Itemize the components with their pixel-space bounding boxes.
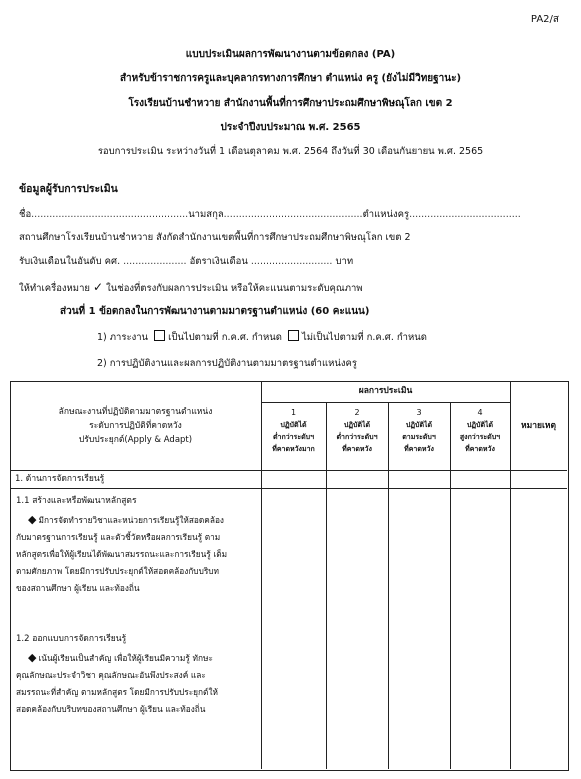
school-agency-line: โรงเรียนบ้านชำหวาย สำนักงานพื้นที่การศึกษาประถมศึกษาพิษณุโลก เขต 2: [128, 98, 453, 109]
level-line: ต่ำกว่าระดับฯ: [336, 433, 378, 441]
level-line: ที่คาดหวัง: [404, 445, 434, 453]
level-number: 3: [416, 408, 422, 417]
level-number: 2: [354, 408, 360, 417]
level-line: ปฏิบัติได้: [405, 421, 433, 429]
table-divider: [510, 381, 511, 769]
name-row: [19, 207, 521, 222]
salary-rate-label: อัตราเงินเดือน: [189, 256, 248, 267]
school-line: สถานศึกษาโรงเรียนบ้านชำหวาย สังกัดสำนักงานเขตพื้นที่การศึกษาประถมศึกษาพิษณุโลก เขต 2: [19, 232, 411, 243]
level-number: 1: [290, 408, 297, 417]
level-line: ที่คาดหวัง: [465, 445, 495, 453]
section-title: 1. ด้านการจัดการเรียนรู้: [15, 474, 105, 484]
level-3-header: [388, 407, 450, 455]
description-line: หลักสูตรเพื่อให้ผู้เรียนได้พัฒนาสมรรถนะและการเรียนรู้ เต็ม: [16, 549, 228, 559]
description-line: ของสถานศึกษา ผู้เรียน และท้องถิ่น: [16, 583, 140, 593]
table-divider: [326, 402, 327, 769]
part1-heading: ส่วนที่ 1 ข้อตกลงในการพัฒนางานตามมาตรฐานตำแหน่ง (60 คะแนน): [60, 306, 370, 317]
form-subtitle: สำหรับข้าราชการครูและบุคลากรทางการศึกษา ตำแหน่ง ครู (ยังไม่มีวิทยฐานะ): [119, 73, 462, 84]
level-line: ปฏิบัติได้: [280, 421, 307, 429]
remark-header: หมายเหตุ: [521, 421, 556, 431]
salary-rank-label: รับเงินเดือนในอันดับ คศ.: [19, 256, 121, 267]
name-field[interactable]: ....................................................: [31, 209, 189, 220]
result-header: ผลการประเมิน: [358, 386, 413, 396]
evaluation-table: [10, 381, 569, 771]
check-mark-icon: ✓: [93, 280, 104, 294]
level-line: ปฏิบัติได้: [466, 421, 494, 429]
fiscal-year-line: ประจำปีงบประมาณ พ.ศ. 2565: [220, 122, 361, 133]
criteria-header-line: ปรับประยุกต์(Apply & Adapt): [78, 435, 193, 445]
position-label: ตำแหน่งครู: [362, 209, 410, 220]
table-divider: [261, 402, 510, 403]
position-field[interactable]: .....................................: [409, 209, 521, 220]
level-1-header: [261, 407, 326, 455]
level-line: ที่คาดหวัง: [342, 445, 372, 453]
level-line: ที่คาดหวังมาก: [272, 445, 315, 453]
workload-option-compliant: เป็นไปตามที่ ก.ค.ศ. กำหนด: [168, 332, 282, 343]
salary-rate-field[interactable]: ...........................: [247, 256, 336, 267]
surname-field[interactable]: ..............................................: [223, 209, 363, 220]
instruction-line: [19, 280, 363, 296]
instruction-after: ในช่องที่ตรงกับผลการประเมิน หรือให้คะแนนตามระดับคุณภาพ: [106, 283, 363, 294]
description-line: สอดคล้องกับบริบทของสถานศึกษา ผู้เรียน และท้องถิ่น: [16, 704, 206, 714]
description-line: คุณลักษณะประจำวิชา คุณลักษณะอันพึงประสงค์ และ: [16, 670, 206, 680]
description-line: เน้นผู้เรียนเป็นสำคัญ เพื่อให้ผู้เรียนมีความรู้ ทักษะ: [38, 653, 213, 663]
criteria-header: [10, 405, 261, 447]
form-code: PA2/ส: [530, 14, 559, 25]
diamond-icon: ◆: [28, 513, 37, 526]
checkbox-icon[interactable]: [288, 330, 299, 341]
item-description: [16, 511, 260, 597]
level-2-header: [326, 407, 388, 455]
description-line: กับมาตรฐานการเรียนรู้ และตัวชี้วัดหรือผลการเรียนรู้ ตาม: [16, 532, 221, 542]
description-line: สมรรถนะที่สำคัญ ตามหลักสูตร โดยมีการปรับประยุกต์ให้: [16, 687, 218, 697]
workload-label: 1) ภาระงาน: [97, 332, 149, 343]
level-line: ต่ำกว่าระดับฯ: [272, 433, 314, 441]
performance-item: 2) การปฏิบัติงานและผลการปฏิบัติงานตามมาตรฐานตำแหน่งครู: [97, 358, 357, 369]
table-divider: [10, 488, 567, 489]
description-line: มีการจัดทำรายวิชาและหน่วยการเรียนรู้ให้สอดคล้อง: [38, 515, 224, 525]
level-4-header: [450, 407, 510, 455]
item-title: 1.2 ออกแบบการจัดการเรียนรู้: [16, 634, 127, 644]
surname-label: นามสกุล: [188, 209, 224, 220]
level-line: ตามระดับฯ: [402, 433, 436, 441]
level-line: ปฏิบัติได้: [343, 421, 371, 429]
form-title: แบบประเมินผลการพัฒนางานตามข้อตกลง (PA): [185, 49, 396, 60]
criteria-header-line: ลักษณะงานที่ปฏิบัติตามมาตรฐานตำแหน่ง: [58, 407, 213, 417]
description-line: ตามศักยภาพ โดยมีการปรับประยุกต์ให้สอดคล้องกับบริบท: [16, 566, 220, 576]
name-label: ชื่อ: [19, 209, 32, 220]
salary-rank-field[interactable]: .....................: [120, 256, 190, 267]
assessment-period: รอบการประเมิน ระหว่างวันที่ 1 เดือนตุลาคม พ.ศ. 2564 ถึงวันที่ 30 เดือนกันยายน พ.ศ. 2565: [97, 146, 484, 157]
diamond-icon: ◆: [28, 651, 37, 664]
item-description: [16, 649, 260, 718]
workload-row: [97, 330, 427, 345]
level-line: สูงกว่าระดับฯ: [459, 433, 501, 441]
table-divider: [450, 402, 451, 769]
level-number: 4: [477, 408, 483, 417]
criteria-header-line: ระดับการปฏิบัติที่คาดหวัง: [89, 421, 182, 431]
baht-label: บาท: [335, 256, 354, 267]
checkbox-icon[interactable]: [154, 330, 165, 341]
item-title: 1.1 สร้างและหรือพัฒนาหลักสูตร: [16, 496, 137, 506]
assessee-heading: ข้อมูลผู้รับการประเมิน: [19, 183, 118, 195]
workload-option-noncompliant: ไม่เป็นไปตามที่ ก.ค.ศ. กำหนด: [301, 332, 427, 343]
salary-row: [19, 254, 353, 269]
instruction-before: ให้ทำเครื่องหมาย: [19, 283, 90, 294]
table-divider: [388, 402, 389, 769]
